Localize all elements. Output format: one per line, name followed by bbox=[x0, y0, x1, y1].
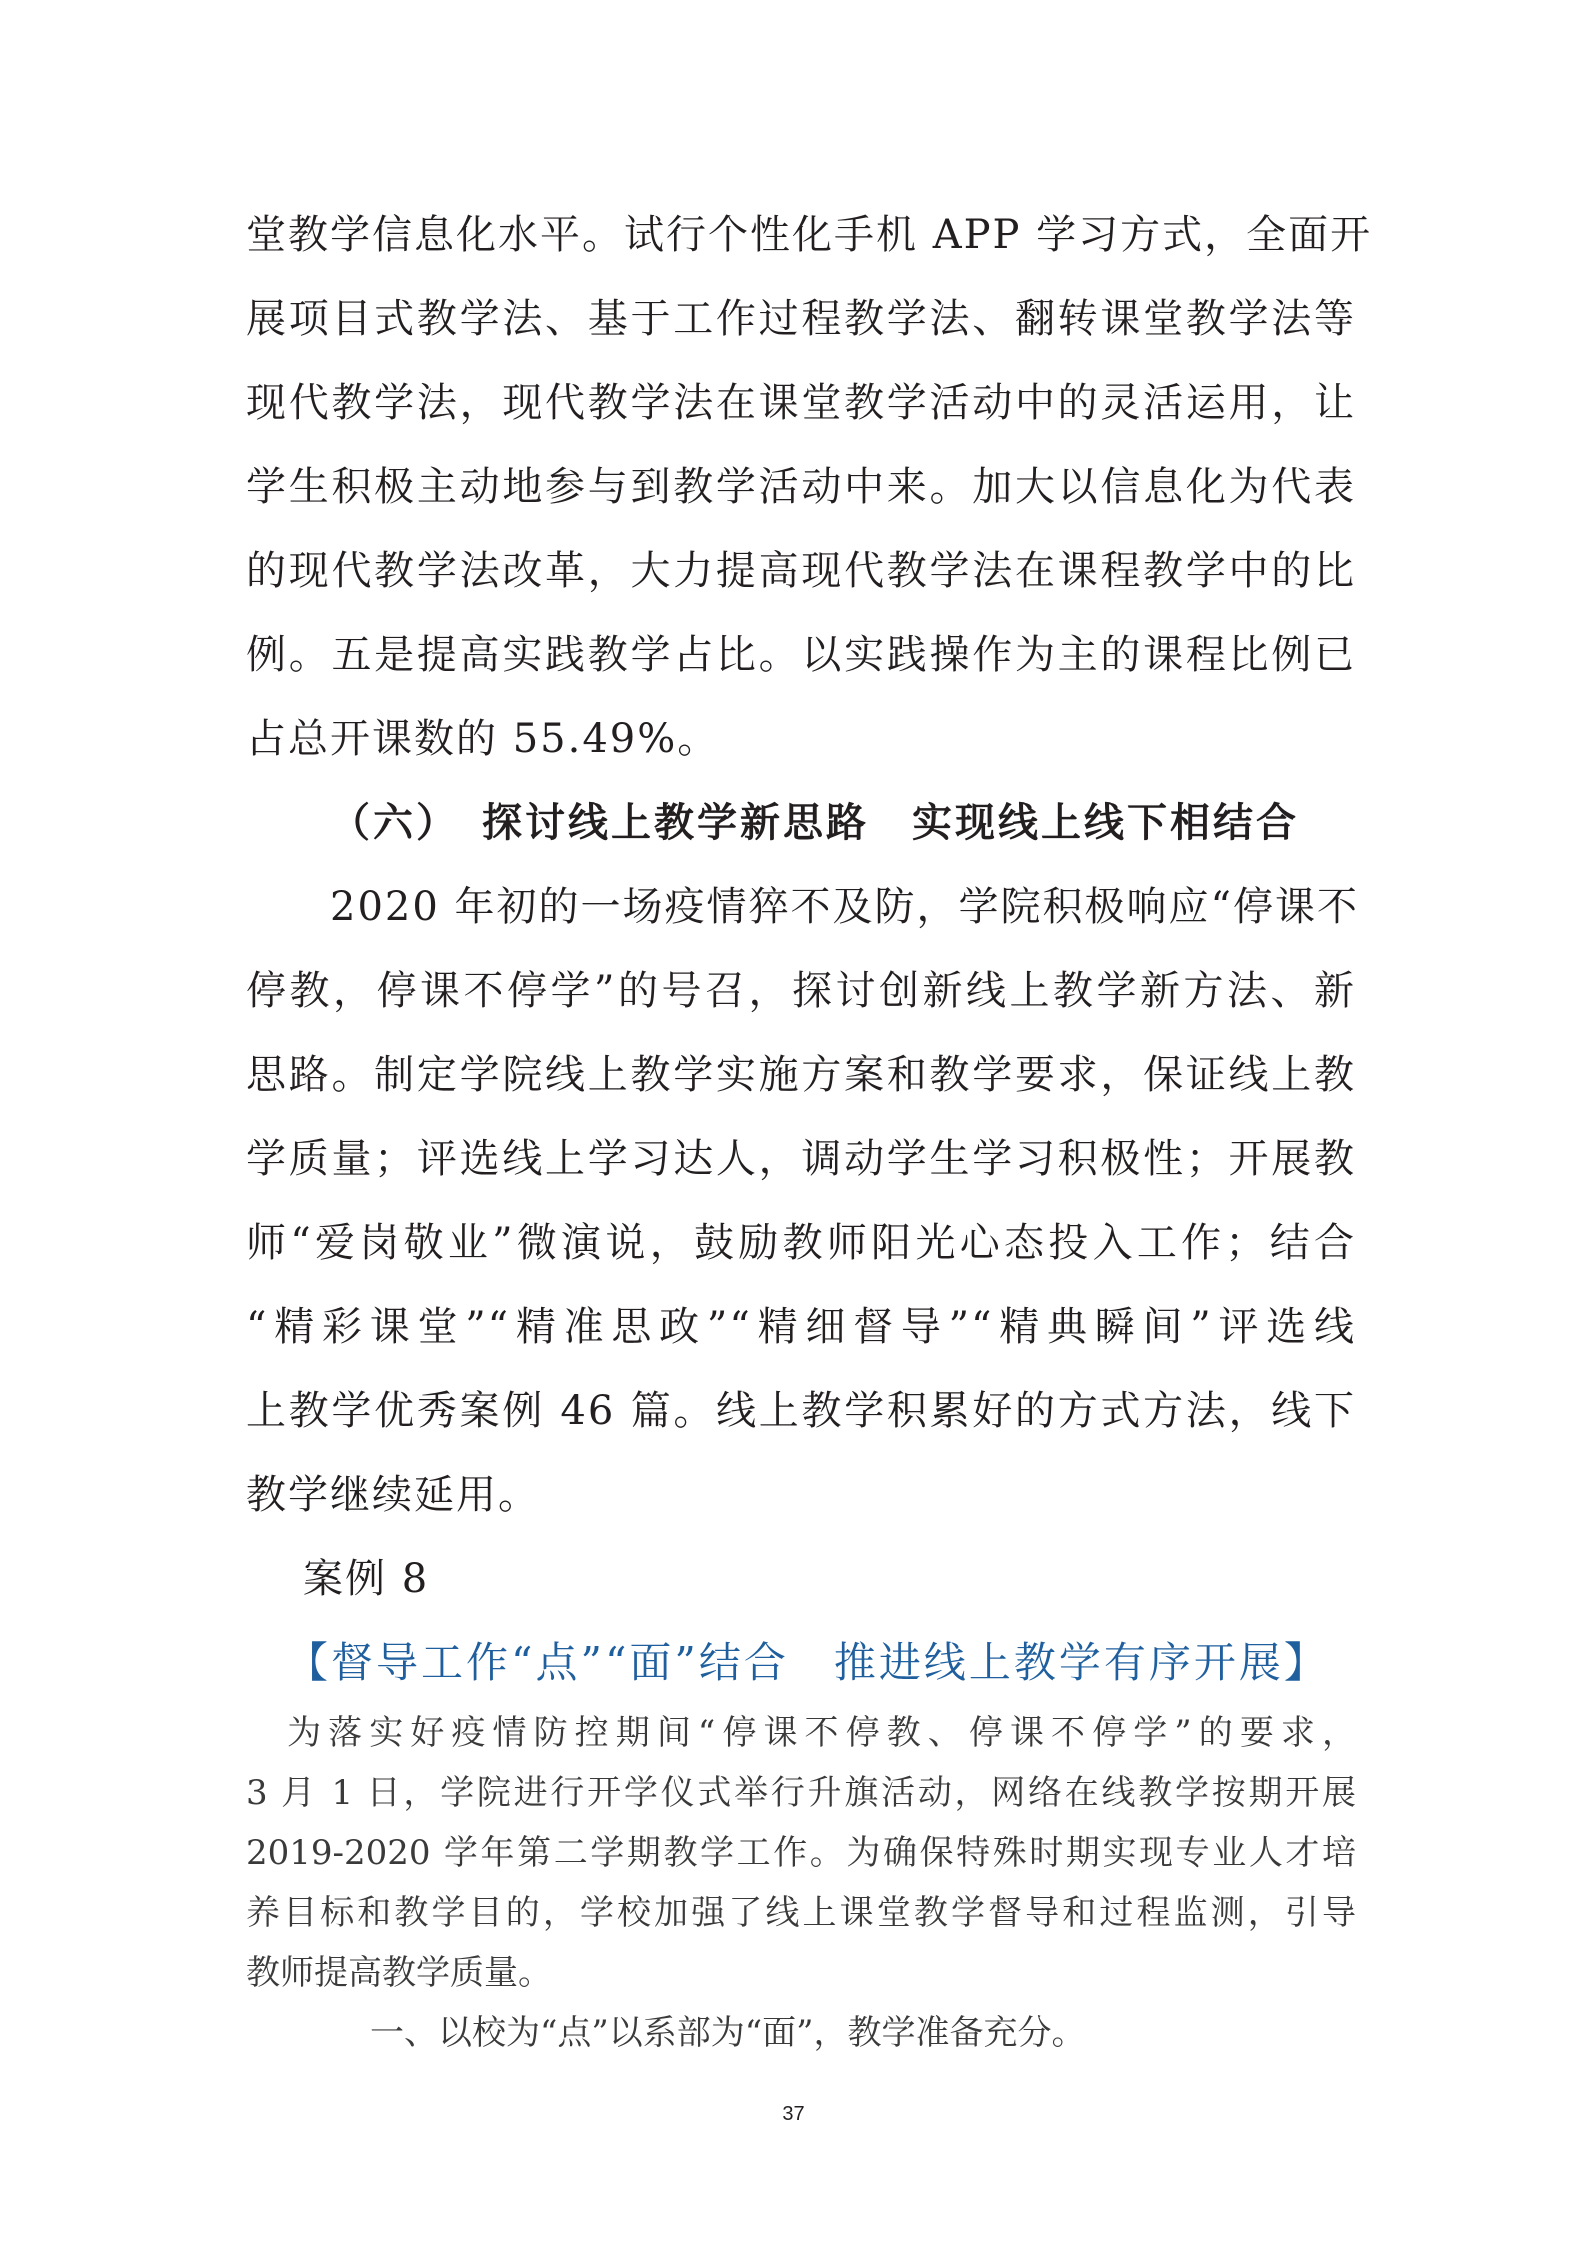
paragraph-1-line-2: 展项目式教学法、基于工作过程教学法、翻转课堂教学法等 bbox=[246, 296, 1356, 342]
case-paragraph-line-3: 2019-2020 学年第二学期教学工作。为确保特殊时期实现专业人才培 bbox=[246, 1833, 1356, 1873]
paragraph-1-line-6: 例。五是提高实践教学占比。以实践操作为主的课程比例已 bbox=[246, 632, 1356, 678]
paragraph-2-line-2: 停教，停课不停学”的号召，探讨创新线上教学新方法、新 bbox=[246, 968, 1356, 1014]
case-subheading: 一、以校为“点”以系部为“面”，教学准备充分。 bbox=[370, 2013, 1086, 2053]
paragraph-2-line-3: 思路。制定学院线上教学实施方案和教学要求，保证线上教 bbox=[246, 1052, 1356, 1098]
case-label: 案例 8 bbox=[303, 1556, 430, 1602]
case-title: 【督导工作“点”“面”结合 推进线上教学有序开展】 bbox=[286, 1638, 1329, 1687]
paragraph-2-line-5: 师“爱岗敬业”微演说，鼓励教师阳光心态投入工作；结合 bbox=[246, 1220, 1356, 1266]
case-paragraph-line-5: 教师提高教学质量。 bbox=[246, 1953, 552, 1993]
paragraph-1-line-4: 学生积极主动地参与到教学活动中来。加大以信息化为代表 bbox=[246, 464, 1356, 510]
paragraph-1-line-5: 的现代教学法改革，大力提高现代教学法在课程教学中的比 bbox=[246, 548, 1356, 594]
paragraph-1-line-1: 堂教学信息化水平。试行个性化手机 APP 学习方式，全面开 bbox=[246, 212, 1373, 258]
section-heading: （六） 探讨线上教学新思路 实现线上线下相结合 bbox=[330, 799, 1299, 846]
case-paragraph-line-1: 为落实好疫情防控期间“停课不停教、停课不停学”的要求， bbox=[246, 1713, 1356, 1753]
page-number: 37 bbox=[782, 2103, 805, 2125]
paragraph-2-line-1: 2020 年初的一场疫情猝不及防，学院积极响应“停课不 bbox=[330, 884, 1359, 930]
paragraph-2-line-4: 学质量；评选线上学习达人，调动学生学习积极性；开展教 bbox=[246, 1136, 1356, 1182]
paragraph-2-line-7: 上教学优秀案例 46 篇。线上教学积累好的方式方法，线下 bbox=[246, 1388, 1356, 1434]
paragraph-1-line-7: 占总开课数的 55.49%。 bbox=[246, 716, 720, 762]
case-paragraph-line-2: 3 月 1 日，学院进行开学仪式举行升旗活动，网络在线教学按期开展 bbox=[246, 1773, 1356, 1813]
case-paragraph-line-4: 养目标和教学目的，学校加强了线上课堂教学督导和过程监测，引导 bbox=[246, 1893, 1356, 1933]
paragraph-2-line-8: 教学继续延用。 bbox=[246, 1472, 540, 1518]
paragraph-1-line-3: 现代教学法，现代教学法在课堂教学活动中的灵活运用，让 bbox=[246, 380, 1356, 426]
paragraph-2-line-6: “精彩课堂”“精准思政”“精细督导”“精典瞬间”评选线 bbox=[246, 1304, 1356, 1350]
